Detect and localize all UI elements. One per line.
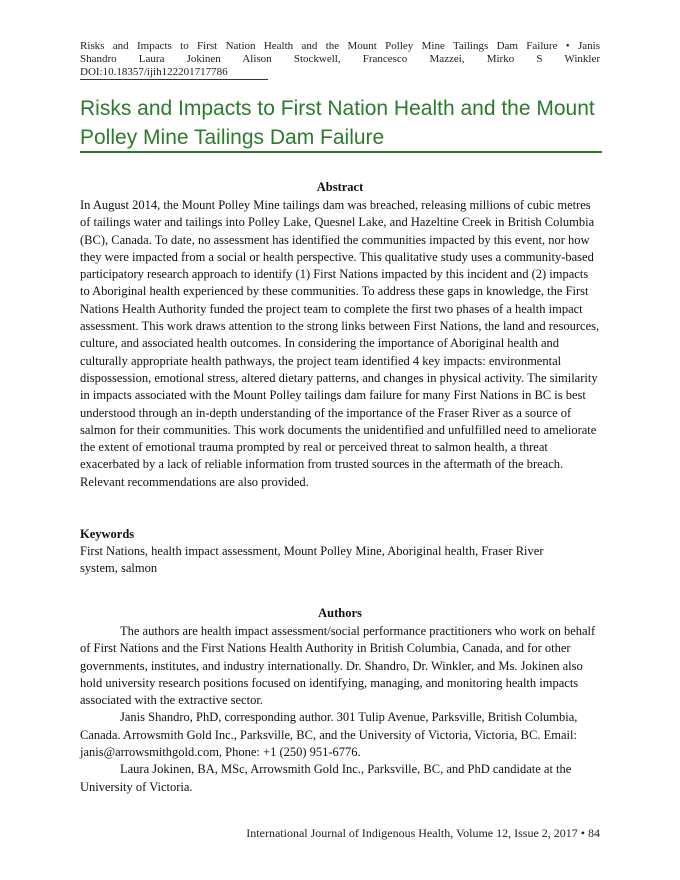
doi-link[interactable]: DOI:10.18357/ijih122201717786	[80, 66, 228, 78]
authors-body	[80, 623, 600, 796]
authors-heading: Authors	[318, 606, 362, 620]
authors-paragraph-practitioners: The authors are health impact assessment/social performance practitioners who work on behalf of First Nations and the First Nations Health Authority in British Columbia, Canada, and for other governments, institutes, and industry internationally. Dr. Shandro, Dr. Winkler, and Ms. Jokinen also hold university research positions focused on identifying, managing, and monitoring health impacts associated with the extractive sector.	[80, 624, 596, 708]
abstract-body: In August 2014, the Mount Polley Mine tailings dam was breached, releasing millions of cubic metres of tailings water and tailings into Polley Lake, Quesnel Lake, and Hazeltine Creek in British Columbia (BC), Canada. To date, no assessment has identified the communities impacted by this event, nor how they were impacted from a social or health perspective. This qualitative study uses a community-based participatory research approach to identify (1) First Nations impacted by this incident and (2) impacts to Aboriginal health experienced by these communities. To address these gaps in knowledge, the First Nations Health Authority funded the project team to complete the first two phases of a health impact assessment. This work draws attention to the strong links between First Nations, the land and resources, culture, and associated health outcomes. In considering the importance of Aboriginal health and culturally appropriate health pathways, the project team identified 4 key impacts: environmental dispossession, emotional stress, altered dietary patterns, and changes in physical activity. The similarity in impacts associated with the Mount Polley tailings dam failure for many First Nations in BC is best understood through an in-depth understanding of the importance of the Fraser River as a source of salmon for their communities. This work documents the unidentified and unfulfilled need to ameliorate the extent of emotional trauma prompted by real or perceived threat to salmon health, a threat exacerbated by a lack of reliable information from trusted sources in the aftermath of the breach. Relevant recommendations are also provided.	[80, 198, 600, 489]
paper-title: Risks and Impacts to First Nation Health and the Mount Polley Mine Tailings Dam Failure	[80, 97, 595, 149]
running-head	[80, 40, 600, 79]
keywords-body: First Nations, health impact assessment, Mount Polley Mine, Aboriginal health, Fraser River system, salmon	[80, 544, 544, 576]
title-rule	[80, 151, 602, 153]
keywords-heading: Keywords	[80, 527, 135, 541]
abstract-heading: Abstract	[316, 180, 364, 194]
authors-paragraph-jokinen: Laura Jokinen, BA, MSc, Arrowsmith Gold Inc., Parksville, BC, and PhD candidate at the University of Victoria.	[80, 762, 572, 794]
running-head-line-2: Shandro Laura Jokinen Alison Stockwell, Francesco Mazzei, Mirko S Winkler	[80, 53, 600, 65]
authors-paragraph-shandro: Janis Shandro, PhD, corresponding author. 301 Tulip Avenue, Parksville, British Columbia, Canada. Arrowsmith Gold Inc., Parksville, BC, and the University of Victoria, Victoria, BC. Email: janis@arrowsmithgold.com, Phone: +1 (250) 951-6776.	[80, 710, 578, 760]
running-head-rule	[80, 79, 268, 80]
page-footer: International Journal of Indigenous Health, Volume 12, Issue 2, 2017 • 84	[246, 826, 600, 840]
running-head-line-1: Risks and Impacts to First Nation Health and the Mount Polley Mine Tailings Dam Failure • Janis	[80, 40, 600, 52]
